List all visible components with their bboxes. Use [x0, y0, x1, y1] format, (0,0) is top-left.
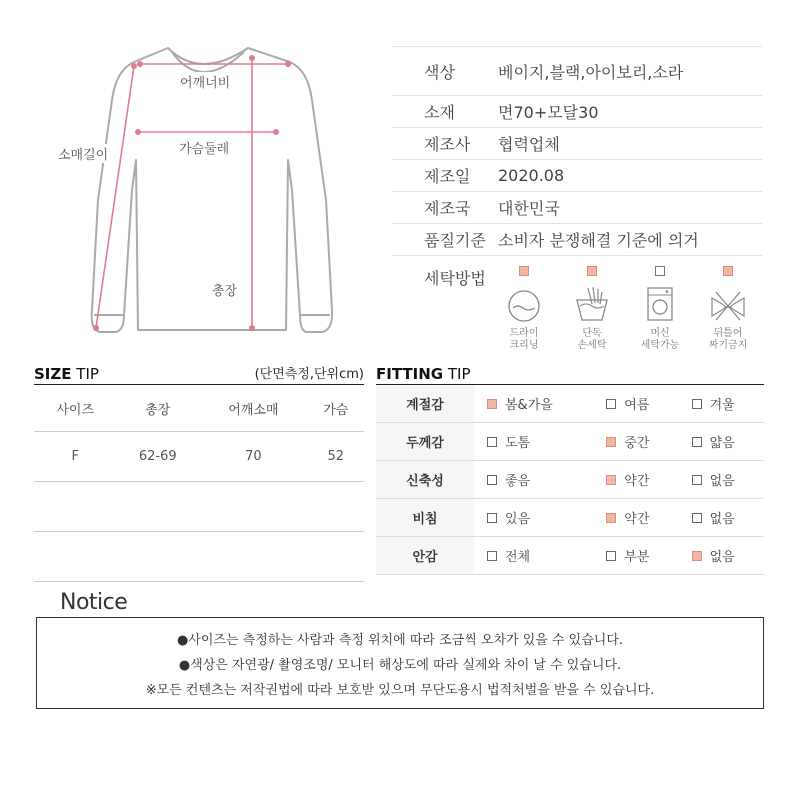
info-row-country [392, 192, 762, 224]
size-tip-title [34, 364, 364, 384]
size-cell [34, 532, 116, 582]
fitting-option-label: 도톰 [505, 436, 531, 451]
info-row-color [392, 46, 762, 96]
size-tip-note: (단면측정,단위cm) [254, 367, 364, 382]
fitting-checkbox [606, 437, 616, 447]
info-key: 제조사 [424, 135, 471, 154]
fitting-option-cell [679, 537, 764, 575]
fitting-checkbox [606, 513, 616, 523]
fitting-option [475, 546, 592, 565]
table-row [376, 537, 764, 575]
fitting-option-cell [474, 499, 593, 537]
fitting-tip-section [376, 364, 764, 575]
fitting-table-body [376, 385, 764, 575]
table-row [376, 461, 764, 499]
table-row [376, 423, 764, 461]
info-key: 제조일 [424, 167, 471, 186]
info-value: 면70+모달30 [498, 103, 599, 122]
size-tip-title-rest: TIP [71, 365, 99, 383]
fitting-tip-title-bold: FITTING [376, 365, 444, 383]
fitting-checkbox [487, 399, 497, 409]
size-header-cell: 사이즈 [34, 385, 116, 432]
fitting-option-label: 약간 [624, 474, 650, 489]
fitting-option-cell [593, 385, 678, 423]
wash-options [490, 256, 762, 352]
fitting-key: 계절감 [376, 385, 474, 423]
notice-title: Notice [60, 590, 128, 615]
size-header-cell: 총장 [116, 385, 199, 432]
size-cell [116, 482, 199, 532]
fitting-checkbox [606, 475, 616, 485]
wash-item-machine [626, 256, 694, 352]
info-key: 세탁방법 [424, 269, 486, 288]
info-row-material [392, 96, 762, 128]
fitting-option-label: 좋음 [505, 474, 531, 489]
fitting-checkbox [692, 437, 702, 447]
fitting-checkbox [487, 513, 497, 523]
fitting-option-label: 중간 [624, 436, 650, 451]
fitting-checkbox [606, 399, 616, 409]
fitting-option [475, 470, 592, 489]
size-table-header [34, 385, 364, 432]
fitting-option-cell [679, 461, 764, 499]
fitting-checkbox [692, 399, 702, 409]
wash-label: 드라이 크리닝 [509, 328, 539, 351]
notice-line: ●사이즈는 측정하는 사람과 측정 위치에 따라 조금씩 오차가 있을 수 있습니다. [176, 633, 624, 648]
notice-line: ●색상은 자연광/ 촬영조명/ 모니터 해상도에 따라 실제와 차이 날 수 있습니다. [178, 658, 622, 673]
fitting-option-cell [679, 499, 764, 537]
wash-item-no-wring [694, 256, 762, 352]
fitting-option [594, 394, 677, 413]
hand-wash-icon [572, 282, 612, 324]
fitting-option-label: 겨울 [709, 398, 735, 413]
fitting-option-label: 봄&가을 [505, 398, 553, 413]
fitting-option-label: 없음 [709, 550, 735, 565]
fitting-option [680, 508, 763, 527]
table-row [34, 532, 364, 582]
wash-label: 뒤틀어 짜기금지 [708, 328, 748, 351]
wash-label: 단독 손세탁 [577, 328, 607, 351]
total-length-label: 총장 [210, 280, 239, 299]
shoulder-width-label: 어깨너비 [178, 72, 232, 91]
fitting-option-label: 있음 [505, 512, 531, 527]
fitting-option [680, 394, 763, 413]
size-header-cell: 어깨소매 [199, 385, 308, 432]
fitting-key: 안감 [376, 537, 474, 575]
size-cell [308, 482, 364, 532]
info-value: 소비자 분쟁해결 기준에 의거 [498, 231, 699, 250]
fitting-key: 두께감 [376, 423, 474, 461]
wash-item-dry-clean [490, 256, 558, 352]
size-cell [116, 532, 199, 582]
fitting-checkbox [606, 551, 616, 561]
fitting-tip-title-rest: TIP [443, 365, 471, 383]
size-cell: 62-69 [116, 432, 199, 482]
fitting-option [680, 470, 763, 489]
wash-checkbox [723, 266, 733, 276]
fitting-option [594, 470, 677, 489]
fitting-option-cell [474, 423, 593, 461]
fitting-key: 비침 [376, 499, 474, 537]
washing-machine-icon [640, 282, 680, 324]
size-cell: 70 [199, 432, 308, 482]
fitting-option [594, 432, 677, 451]
fitting-option-cell [474, 537, 593, 575]
info-key: 품질기준 [424, 231, 486, 250]
chest-label: 가슴둘레 [177, 138, 231, 157]
dry-clean-icon [504, 282, 544, 324]
fitting-option-label: 전체 [505, 550, 531, 565]
fitting-option [475, 432, 592, 451]
info-key: 색상 [424, 62, 455, 82]
fitting-option-cell [679, 385, 764, 423]
size-cell [308, 532, 364, 582]
fitting-option-cell [593, 537, 678, 575]
sleeve-length-label: 소매길이 [56, 144, 110, 163]
size-cell [34, 482, 116, 532]
garment-diagram [50, 40, 360, 340]
info-row-date [392, 160, 762, 192]
info-key: 제조국 [424, 199, 471, 218]
fitting-option [680, 546, 763, 565]
fitting-option-cell [593, 499, 678, 537]
fitting-option-label: 얇음 [709, 436, 735, 451]
size-table [34, 384, 364, 582]
table-row [34, 432, 364, 482]
size-tip-title-bold: SIZE [34, 365, 72, 383]
wash-item-hand-wash [558, 256, 626, 352]
fitting-option [594, 546, 677, 565]
table-row [376, 385, 764, 423]
info-value: 2020.08 [498, 166, 565, 185]
size-cell: F [34, 432, 116, 482]
fitting-option [475, 394, 592, 413]
fitting-key: 신축성 [376, 461, 474, 499]
info-key: 소재 [424, 103, 455, 122]
info-value: 베이지,블랙,아이보리,소라 [498, 62, 684, 82]
info-value: 협력업체 [498, 135, 560, 154]
fitting-option-label: 여름 [624, 398, 650, 413]
fitting-checkbox [692, 513, 702, 523]
table-row [376, 499, 764, 537]
fitting-checkbox [692, 551, 702, 561]
wash-checkbox [655, 266, 665, 276]
info-row-quality [392, 224, 762, 256]
fitting-option-cell [474, 385, 593, 423]
fitting-option [594, 508, 677, 527]
fitting-option-cell [679, 423, 764, 461]
fitting-option-cell [593, 461, 678, 499]
table-row [34, 482, 364, 532]
fitting-option-label: 없음 [709, 512, 735, 527]
fitting-tip-title [376, 364, 764, 384]
size-tip-section [34, 364, 364, 582]
fitting-option-label: 약간 [624, 512, 650, 527]
fitting-option-cell [474, 461, 593, 499]
wash-label: 머신 세탁가능 [640, 328, 680, 351]
product-info-table [392, 46, 762, 366]
fitting-option-label: 없음 [709, 474, 735, 489]
notice-box [36, 617, 764, 709]
notice-line: ※모든 컨텐츠는 저작권법에 따라 보호받 있으며 무단도용시 법적처벌을 받을 수 있습니다. [145, 683, 655, 698]
no-wring-icon [708, 282, 748, 324]
fitting-option-cell [593, 423, 678, 461]
info-row-manufacturer [392, 128, 762, 160]
size-cell [199, 532, 308, 582]
info-value: 대한민국 [498, 199, 560, 218]
fitting-checkbox [692, 475, 702, 485]
fitting-checkbox [487, 551, 497, 561]
info-row-wash [392, 256, 762, 366]
fitting-option [680, 432, 763, 451]
fitting-option [475, 508, 592, 527]
size-cell: 52 [308, 432, 364, 482]
size-header-cell: 가슴 [308, 385, 364, 432]
fitting-checkbox [487, 437, 497, 447]
size-cell [199, 482, 308, 532]
wash-checkbox [519, 266, 529, 276]
fitting-table [376, 384, 764, 575]
fitting-option-label: 부분 [624, 550, 650, 565]
fitting-checkbox [487, 475, 497, 485]
wash-checkbox [587, 266, 597, 276]
